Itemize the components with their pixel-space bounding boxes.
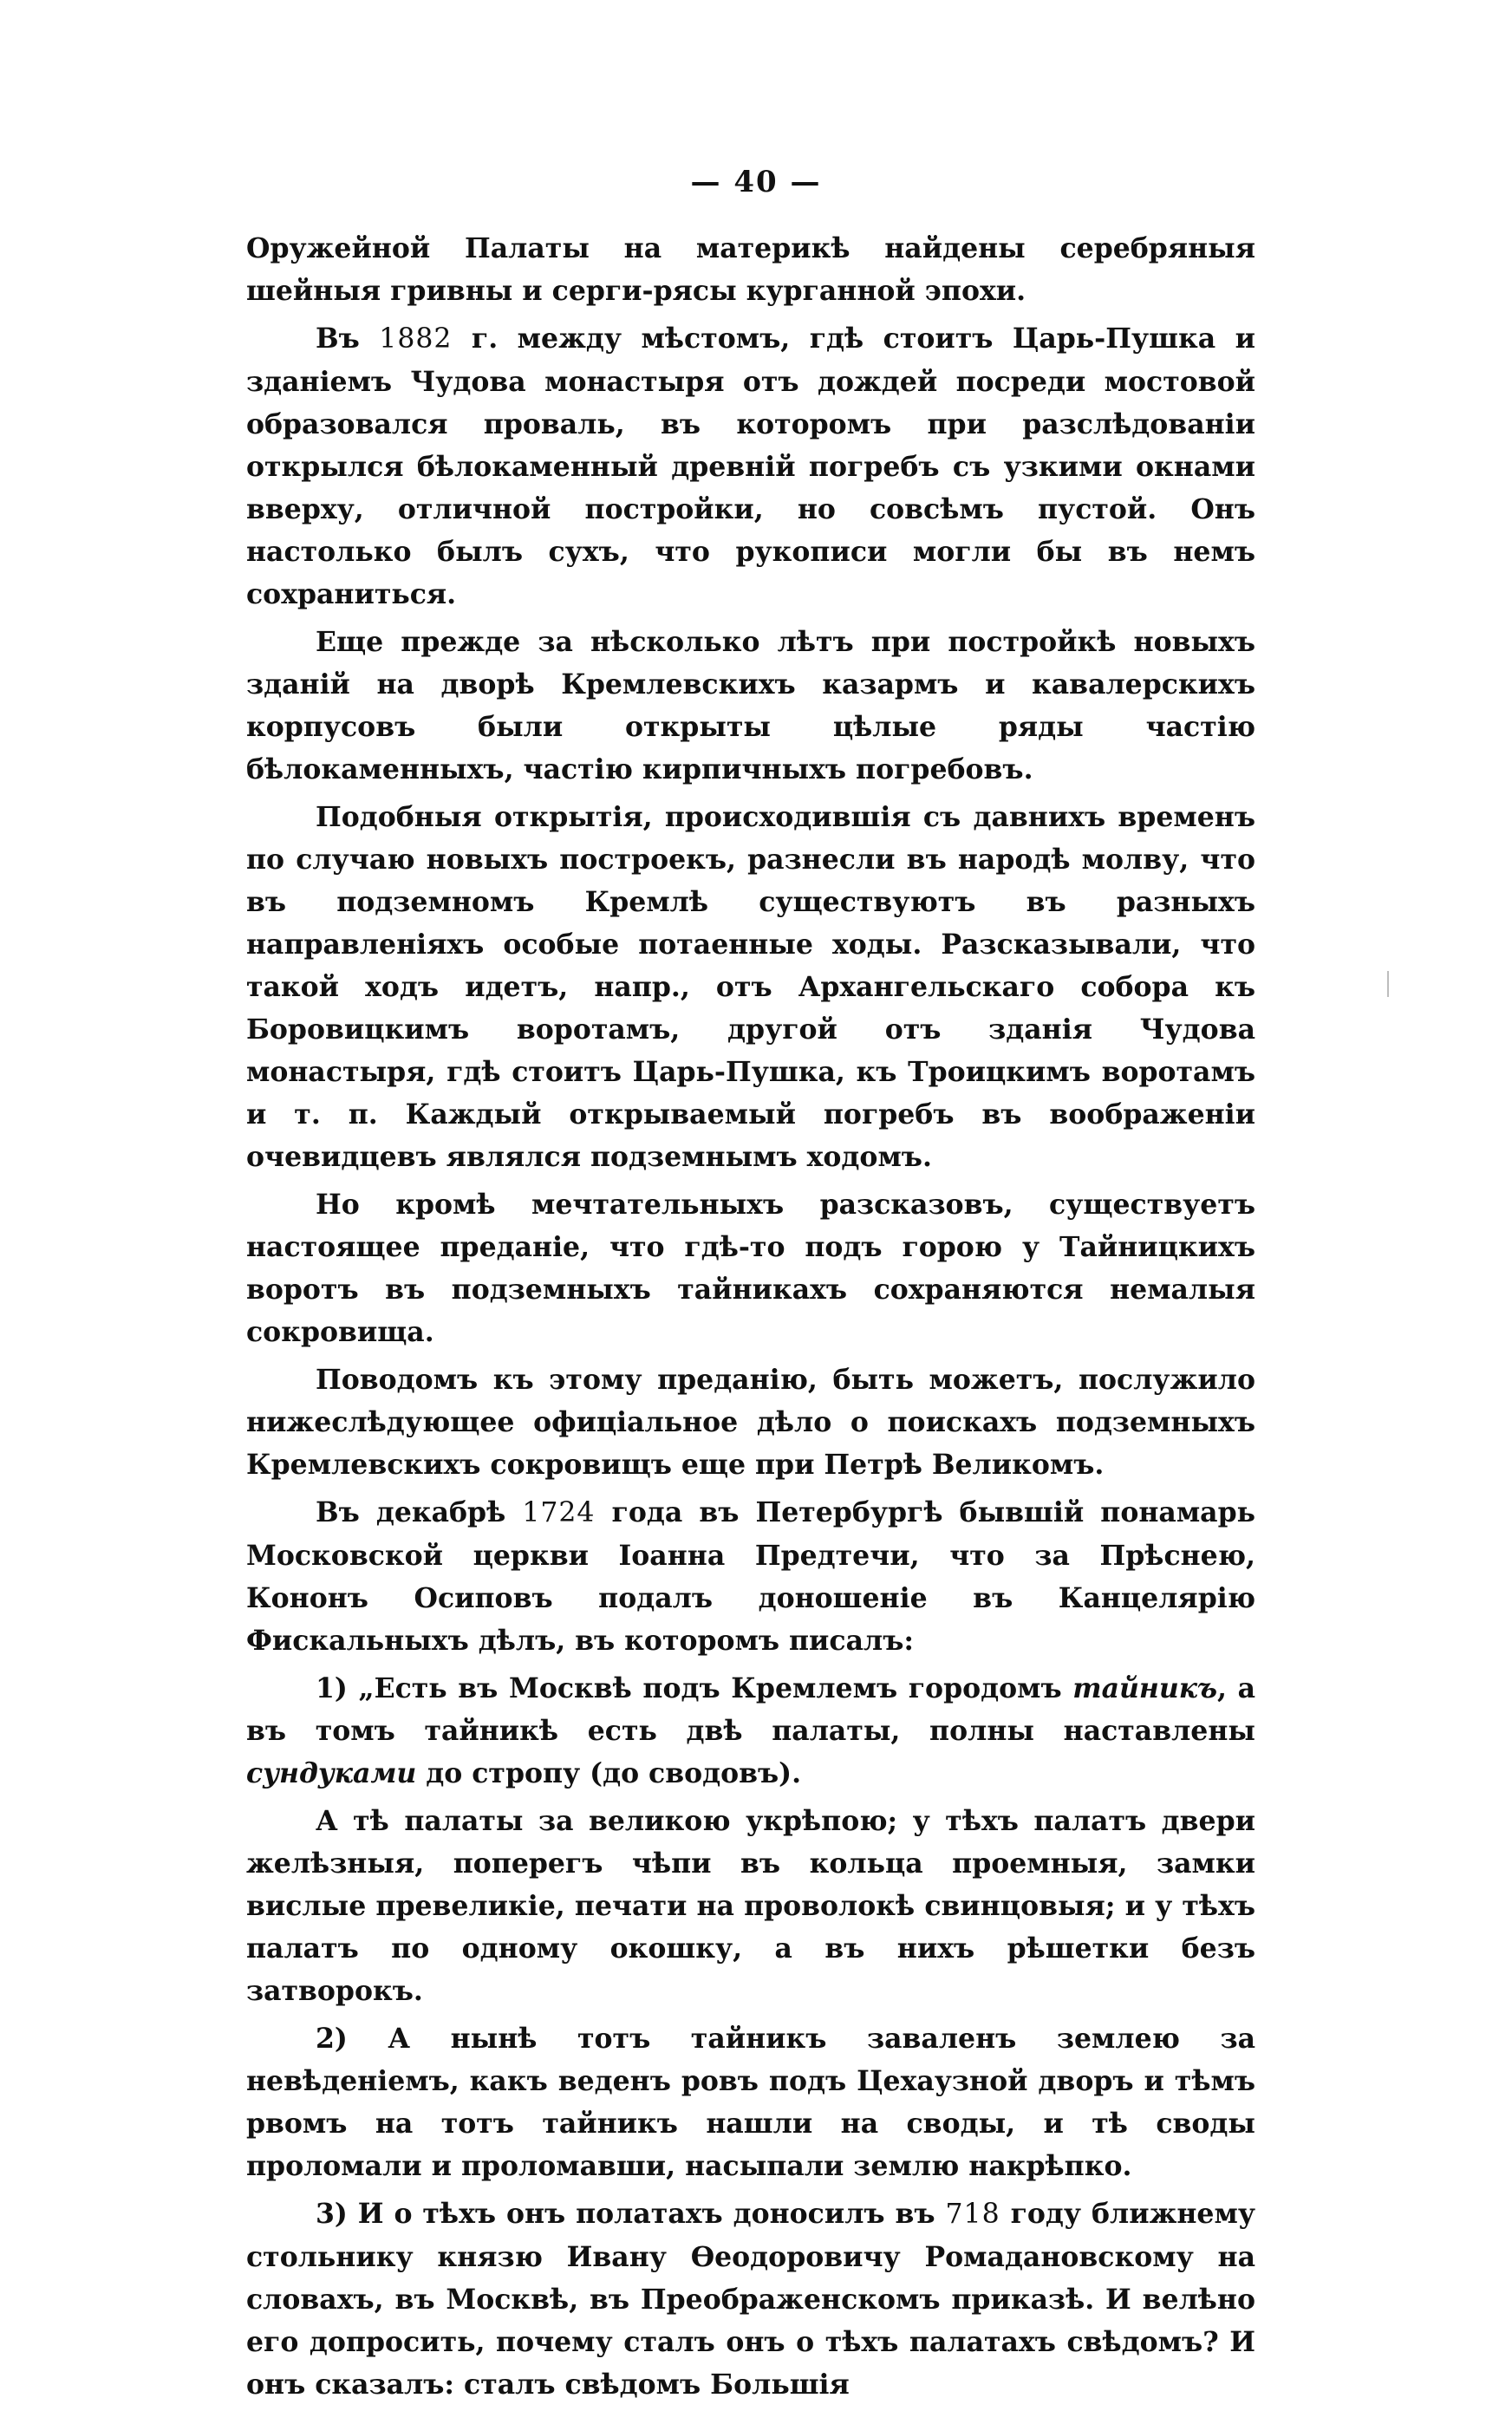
text-run: Но кромѣ мечтательныхъ разсказовъ, существуетъ настоящее преданіе, что гдѣ-то подъ горою у Тайницкихъ воротъ въ подземныхъ тайникахъ сохраняются немалыя сокровища. (246, 1189, 1255, 1348)
text-run: Въ декабрѣ (316, 1496, 523, 1528)
text-run: году ближнему стольнику князю Ивану Ѳеодоровичу Ромадановскому на словахъ, въ Москвѣ, въ Преображенскомъ приказѣ. И велѣно его допросить, почему сталъ онъ о тѣхъ палатахъ свѣдомъ? И онъ сказалъ: сталъ свѣдомъ Большія (246, 2198, 1255, 2401)
margin-mark (1387, 971, 1389, 997)
text-run: г. между мѣстомъ, гдѣ стоитъ Царь-Пушка и зданіемъ Чудова монастыря отъ дождей посреди мостовой образовался проваль, въ которомъ при разслѣдованіи открылся бѣлокаменный древній погребъ съ узкими окнами вверху, отличной постройки, но совсѣмъ пустой. Онъ настолько былъ сухъ, что рукописи могли бы въ немъ сохраниться. (246, 323, 1255, 610)
text-run: , а въ томъ тайникѣ есть двѣ палаты, полны наставлены (246, 1672, 1256, 1747)
year-number: 1724 (522, 1497, 596, 1528)
year-number: 1882 (379, 323, 453, 355)
paragraph (246, 2193, 1255, 2406)
text-run: Въ (316, 323, 380, 355)
year-number: 718 (945, 2199, 1000, 2230)
paragraph (246, 621, 1255, 791)
page-number: — 40 — (690, 165, 822, 199)
paragraph (246, 317, 1255, 616)
text-run: Еще прежде за нѣсколько лѣтъ при постройкѣ новыхъ зданій на дворѣ Кремлевскихъ казармъ и кавалерскихъ корпусовъ были открыты цѣлые ряды частію бѣлокаменныхъ, частію кирпичныхъ погребовъ. (246, 626, 1255, 785)
text-run: до стропу (до сводовъ). (416, 1757, 802, 1789)
text-run: Подобныя открытія, происходившія съ давнихъ временъ по случаю новыхъ построекъ, разнесли въ народѣ молву, что въ подземномъ Кремлѣ существуютъ въ разныхъ направленіяхъ особые потаенные ходы. Разсказывали, что такой ходъ идетъ, напр., отъ Архангельскаго собора къ Боровицкимъ воротамъ, другой отъ зданія Чудова монастыря, гдѣ стоитъ Царь-Пушка, къ Троицкимъ воротамъ и т. п. Каждый открываемый погребъ въ воображеніи очевидцевъ являлся подземнымъ ходомъ. (246, 801, 1255, 1173)
paragraph (246, 1491, 1255, 1662)
text-run: Оружейной Палаты на материкѣ найдены серебряныя шейныя гривны и серги-рясы курганной эпохи. (246, 232, 1255, 307)
text-run: Поводомъ къ этому преданію, быть можетъ, послужило нижеслѣдующее офиціальное дѣло о поискахъ подземныхъ Кремлевскихъ сокровищъ еще при Петрѣ Великомъ. (246, 1364, 1255, 1481)
text-run: 1) „Есть въ Москвѣ подъ Кремлемъ городомъ (316, 1672, 1073, 1704)
paragraph (246, 1667, 1255, 1795)
italic-term: сундуками (246, 1757, 417, 1789)
text-run: А тѣ палаты за великою укрѣпою; у тѣхъ палатъ двери желѣзныя, поперегъ чѣпи въ кольца проемныя, замки вислые превеликіе, печати на проволокѣ свинцовыя; и у тѣхъ палатъ по одному окошку, а въ нихъ рѣшетки безъ затворокъ. (246, 1805, 1255, 2007)
paragraph (246, 2017, 1255, 2187)
text-run: 2) А нынѣ тотъ тайникъ заваленъ землею за невѣденіемъ, какъ веденъ ровъ подъ Цехаузной дворъ и тѣмъ рвомъ на тотъ тайникъ нашли на своды, и тѣ своды проломали и проломавши, насыпали землю накрѣпко. (246, 2023, 1255, 2182)
italic-term: тайникъ (1072, 1672, 1217, 1704)
paragraph (246, 1183, 1255, 1353)
paragraph (246, 796, 1255, 1178)
paragraph (246, 227, 1255, 312)
paragraph (246, 1800, 1255, 2012)
text-run: 3) И о тѣхъ онъ полатахъ доносилъ въ (316, 2198, 946, 2230)
paragraph (246, 1359, 1255, 1486)
text-run: года въ Петербургѣ бывшій понамарь Московской церкви Іоанна Предтечи, что за Прѣснею, Кононъ Осиповъ подалъ доношеніе въ Канцелярію Фискальныхъ дѣлъ, въ которомъ писалъ: (246, 1496, 1255, 1657)
body-text (246, 227, 1255, 2411)
